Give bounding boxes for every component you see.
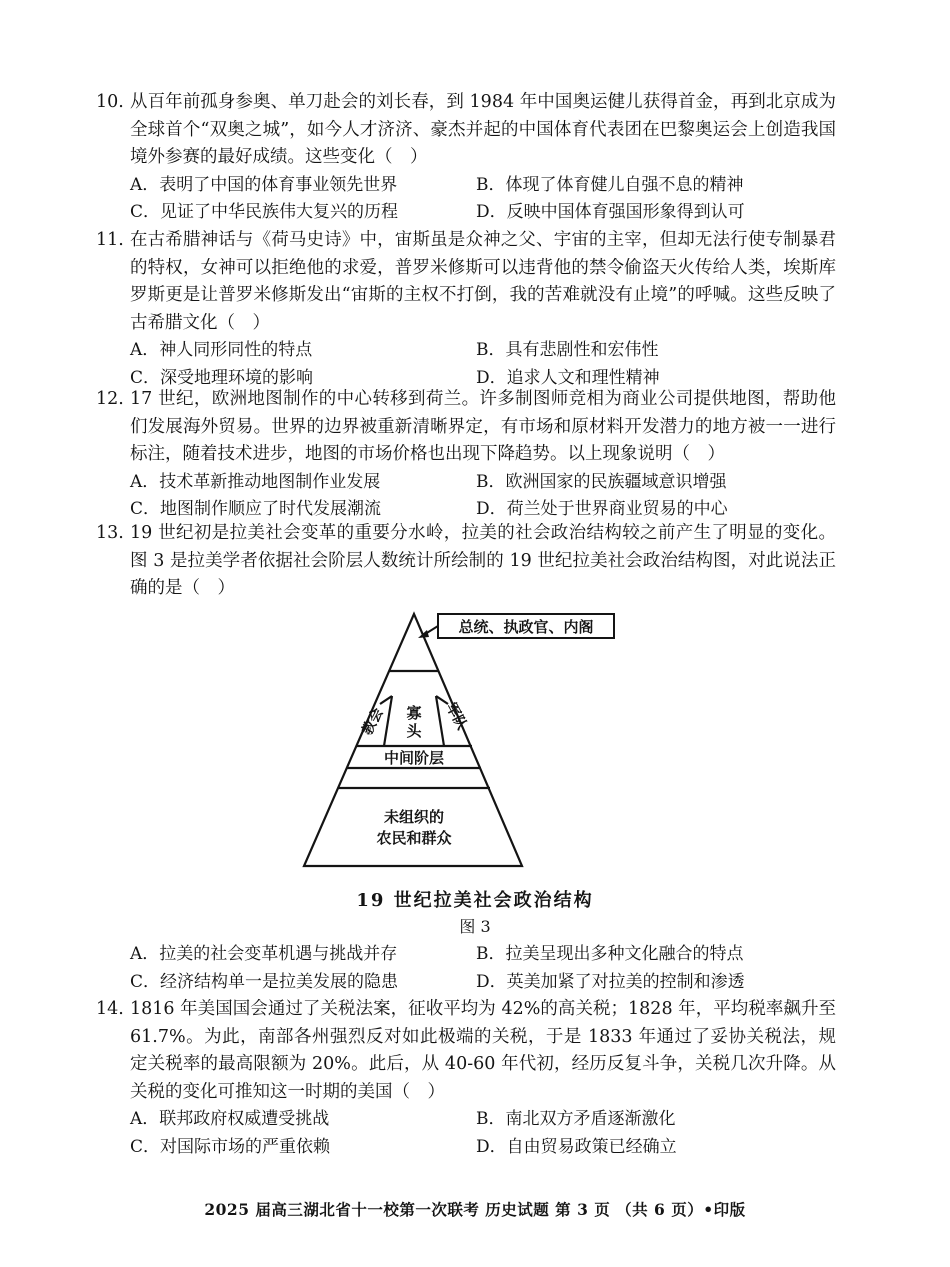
option-a: A．拉美的社会变革机遇与挑战并存 (130, 944, 398, 964)
options (130, 172, 836, 227)
question-11 (96, 227, 836, 393)
figure-label: 图 3 (459, 917, 491, 936)
group-army: 军队 (442, 700, 470, 733)
group-church: 教会 (359, 705, 387, 738)
option-c: C．经济结构单一是拉美发展的隐患 (130, 971, 399, 992)
option-c: C．深受地理环境的影响 (130, 367, 314, 388)
option-a: A．神人同形同性的特点 (130, 340, 313, 361)
divider-right (436, 696, 444, 746)
options (130, 941, 836, 996)
option-c: C．对国际市场的严重依赖 (130, 1136, 331, 1157)
option-d: D．自由贸易政策已经确立 (476, 1136, 677, 1157)
pyramid-diagram (296, 608, 636, 876)
option-d: D．追求人文和理性精神 (476, 367, 660, 388)
option-a: A．技术革新推动地图制作业发展 (130, 471, 381, 492)
group-oligarchy-line2: 头 (406, 722, 422, 740)
options (130, 469, 836, 524)
question-12 (96, 386, 836, 524)
base-label-line1: 未组织的 (383, 808, 445, 826)
options (130, 337, 836, 392)
question-13 (96, 520, 836, 603)
callout-label: 总统、执政官、内阁 (458, 618, 594, 636)
question-stem: 从百年前孤身参奥、单刀赴会的刘长春，到 1984 年中国奥运健儿获得首金，再到北京成为全球首个“双奥之城”，如今人才济济、豪杰并起的中国体育代表团在巴黎奥运会上创造我国境外参赛的最好成绩。这些变化（ ） (130, 92, 836, 168)
question-stem: 在古希腊神话与《荷马史诗》中，宙斯虽是众神之父、宇宙的主宰，但却无法行使专制暴君的特权，女神可以拒绝他的求爱，普罗米修斯可以违背他的禁令偷盗天火传给人类，埃斯库罗斯更是让普罗米修斯发出“宙斯的主权不打倒，我的苦难就没有止境”的呼喊。这些反映了古希腊文化（ ） (130, 230, 836, 333)
option-a: A．联邦政府权威遭受挑战 (130, 1109, 330, 1130)
option-b: B．拉美呈现出多种文化融合的特点 (476, 944, 744, 964)
middle-class-label: 中间阶层 (383, 749, 445, 767)
base-label-line2: 农民和群众 (376, 829, 452, 847)
question-14 (96, 996, 836, 1162)
options (130, 1106, 836, 1161)
question-number: 11. (96, 230, 124, 250)
option-d: D．反映中国体育强国形象得到认可 (476, 202, 745, 223)
option-c: C．地图制作顺应了时代发展潮流 (130, 499, 382, 520)
option-b: B．欧洲国家的民族疆域意识增强 (476, 471, 727, 492)
question-13-options (96, 941, 836, 996)
option-a: A．表明了中国的体育事业领先世界 (130, 174, 398, 195)
question-number: 14. (96, 999, 124, 1019)
option-b: B．体现了体育健儿自强不息的精神 (476, 174, 744, 195)
question-stem: 17 世纪，欧洲地图制作的中心转移到荷兰。许多制图师竞相为商业公司提供地图，帮助他们发展海外贸易。世界的边界被重新清晰界定，有市场和原材料开发潜力的地方被一一进行标注，随着技术进步，地图的市场价格也出现下降趋势。以上现象说明（ ） (130, 389, 836, 465)
group-oligarchy-line1: 寡 (406, 704, 422, 722)
question-10 (96, 89, 836, 227)
question-number: 10. (96, 92, 124, 112)
option-d: D．荷兰处于世界商业贸易的中心 (476, 499, 728, 520)
question-number: 13. (96, 523, 124, 543)
figure-title: 19 世纪拉美社会政治结构 (356, 890, 594, 911)
divider-left (384, 696, 392, 746)
question-stem: 1816 年美国国会通过了关税法案，征收平均为 42%的高关税；1828 年，平均税率飙升至 61.7%。为此，南部各州强烈反对如此极端的关税，于是 1833 年通过了妥协关税法，规定关税率的最高限额为 20%。此后，从 40-60 年代初，经历反复斗争，关税几次升降。从关税的变化可推知这一时期的美国（ ） (130, 999, 836, 1102)
question-number: 12. (96, 389, 124, 409)
option-c: C．见证了中华民族伟大复兴的历程 (130, 202, 399, 223)
question-stem: 19 世纪初是拉美社会变革的重要分水岭，拉美的社会政治结构较之前产生了明显的变化。图 3 是拉美学者依据社会阶层人数统计所绘制的 19 世纪拉美社会政治结构图，对此说法正确的是（ ） (130, 523, 836, 599)
option-b: B．具有悲剧性和宏伟性 (476, 340, 659, 361)
page-footer: 2025 届高三湖北省十一校第一次联考 历史试题 第 3 页 （共 6 页）•印版 (204, 1200, 746, 1219)
callout-arrowhead (418, 630, 429, 638)
option-d: D．英美加紧了对拉美的控制和渗透 (476, 971, 745, 992)
option-b: B．南北双方矛盾逐渐激化 (476, 1109, 676, 1130)
